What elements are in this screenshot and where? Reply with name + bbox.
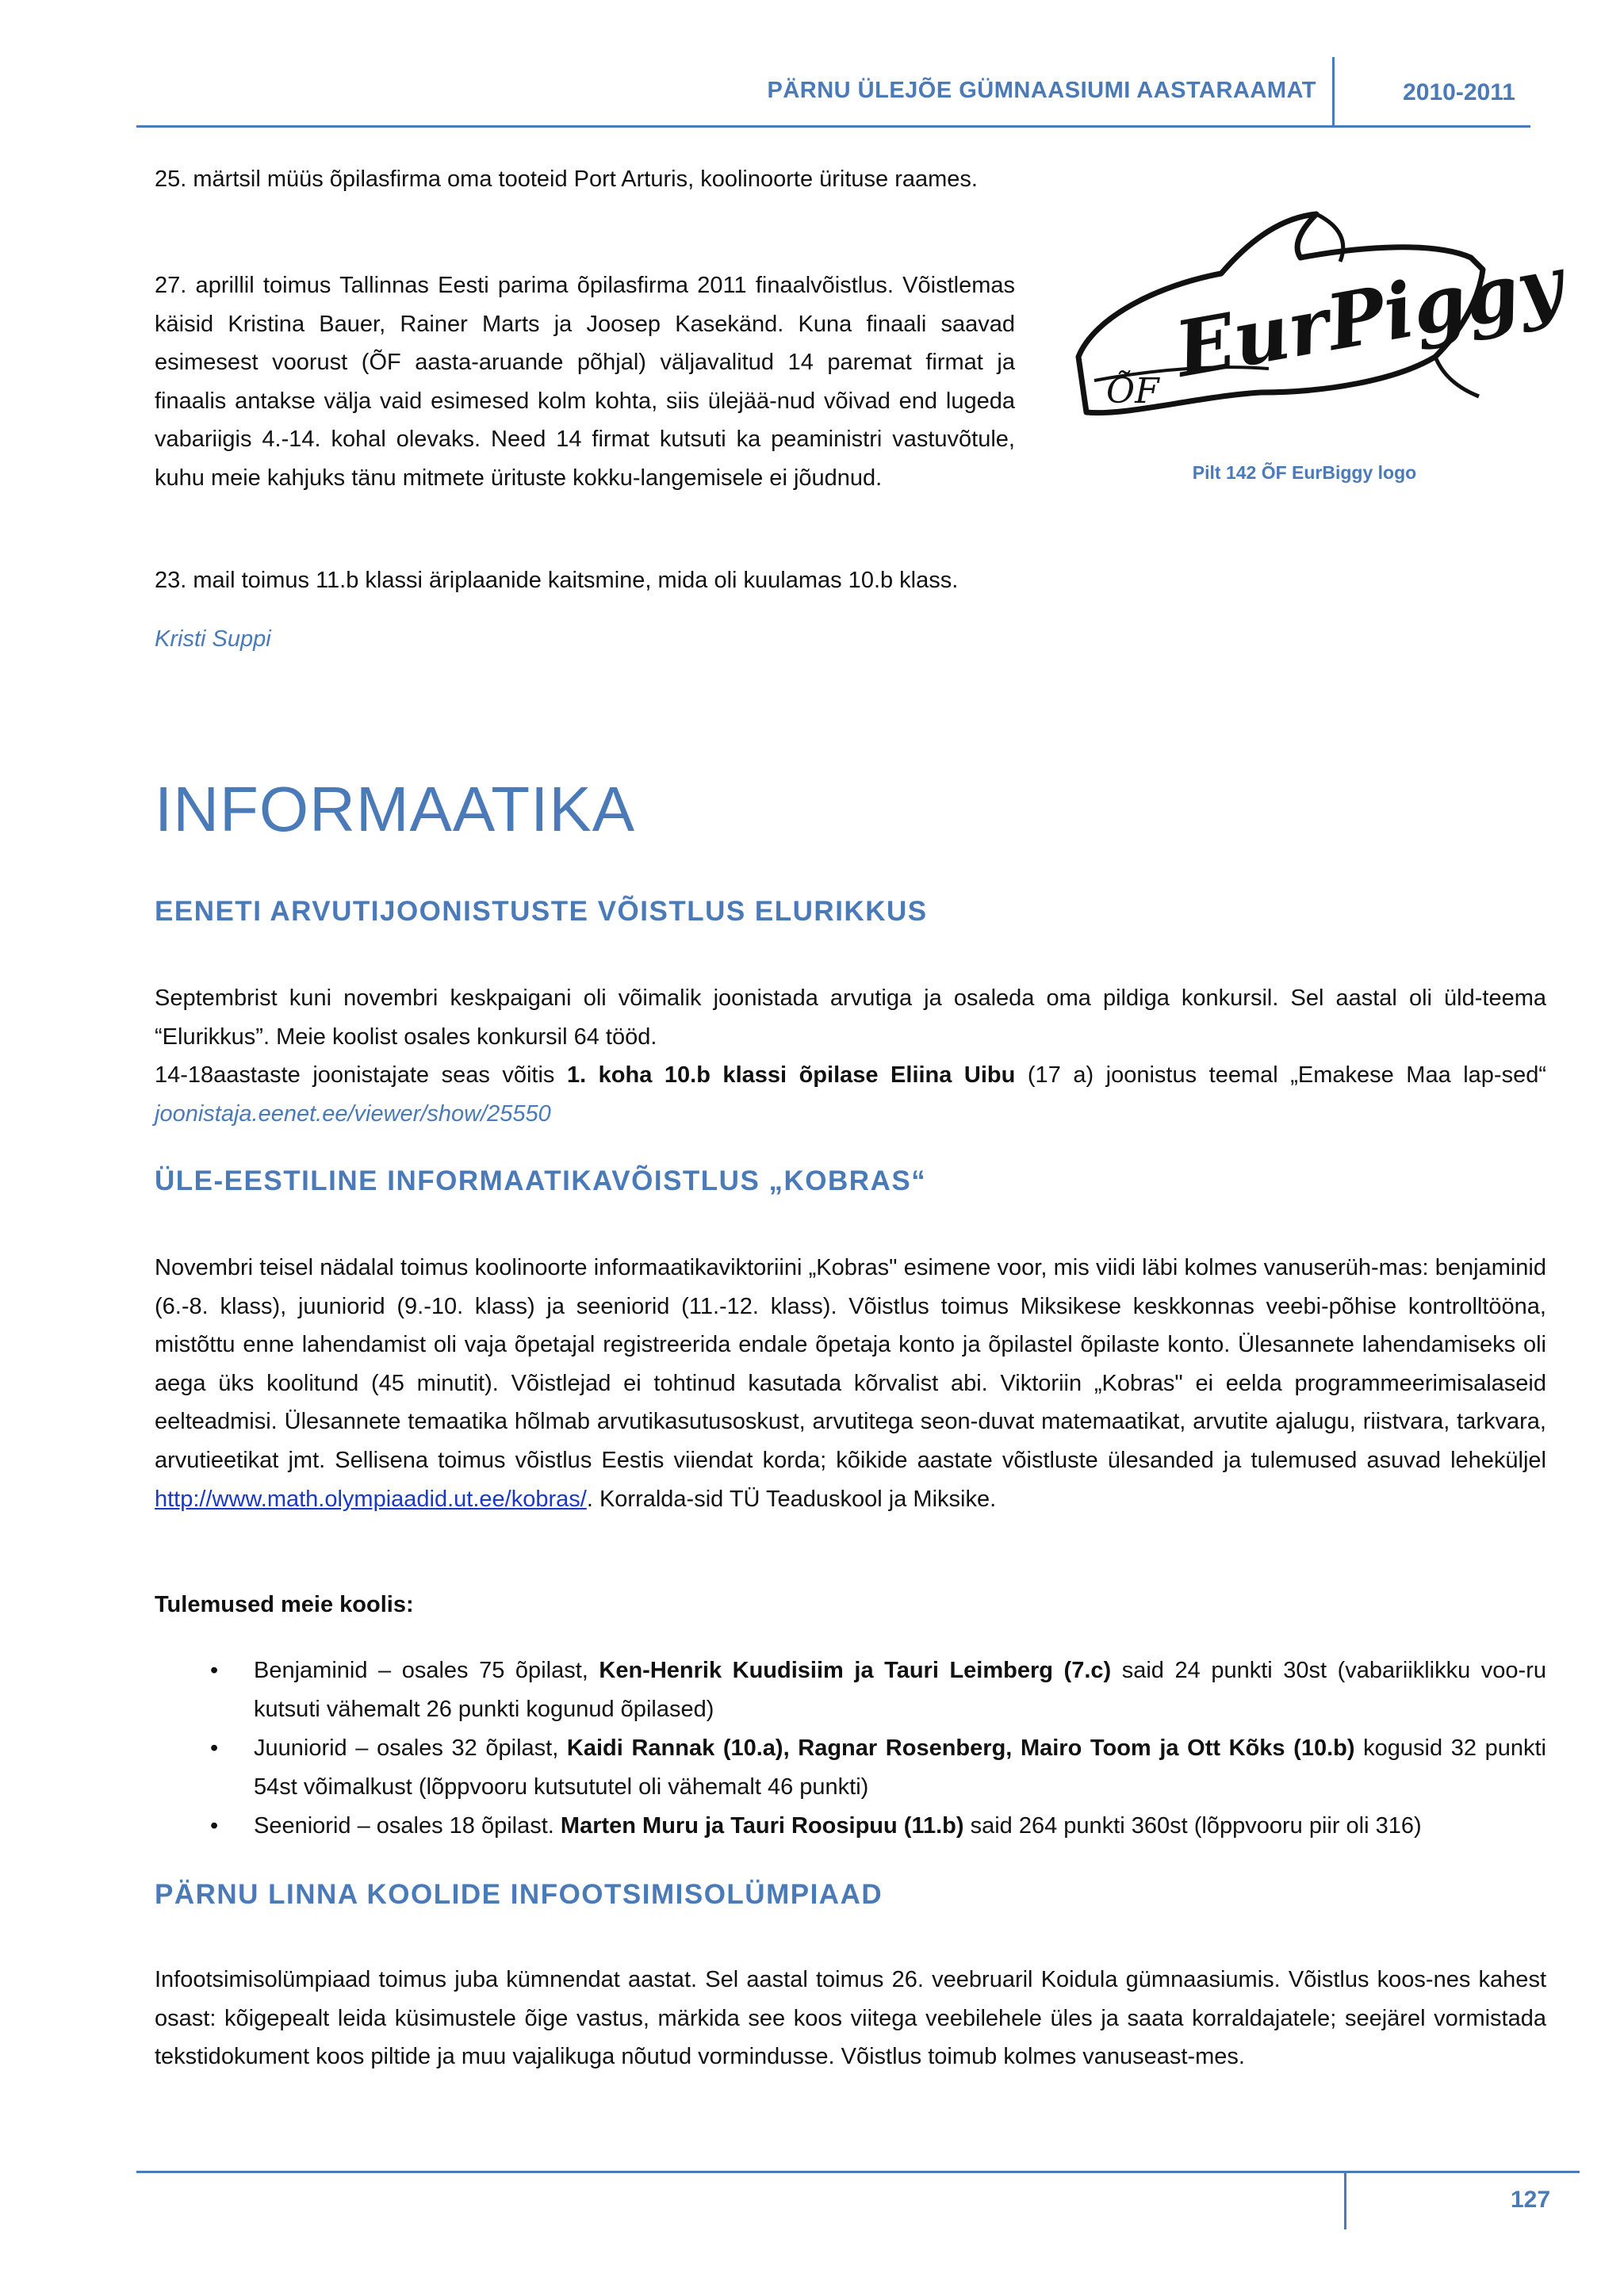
running-header-title: PÄRNU ÜLEJÕE GÜMNAASIUMI AASTARAAMAT	[767, 78, 1316, 103]
bullet-icon: •	[210, 1813, 219, 1839]
eeneti-text-a: 14-18aastaste joonistajate seas võitis	[155, 1062, 567, 1088]
page-number: 127	[1510, 2187, 1551, 2213]
header-divider	[1332, 57, 1335, 127]
kobras-text-b: . Korralda-sid TÜ Teaduskool ja Miksike.	[586, 1486, 997, 1512]
eeneti-paragraph-2	[155, 1056, 1546, 1133]
section-title: INFORMAATIKA	[155, 774, 636, 844]
footer-rule	[136, 2171, 1580, 2173]
intro-paragraph-3: 23. mail toimus 11.b klassi äriplaanide kaitsmine, mida oli kuulamas 10.b klass.	[155, 568, 959, 593]
author-name: Kristi Suppi	[155, 626, 271, 652]
subsection-heading-eeneti: EENETI ARVUTIJOONISTUSTE VÕISTLUS ELURIKKUS	[155, 896, 928, 927]
logo-text-name: EurPiggy	[1169, 238, 1569, 395]
kobras-paragraph	[155, 1249, 1546, 1518]
bullet-icon: •	[210, 1735, 219, 1761]
header-rule	[136, 125, 1530, 128]
eeneti-link[interactable]: joonistaja.eenet.ee/viewer/show/25550	[155, 1100, 551, 1127]
kobras-text-a: Novembri teisel nädalal toimus koolinoorte informaatikaviktoriini „Kobras" esimene voor, mis viidi läbi kolmes vanuserüh-mas: benjaminid (6.-8. klass), juuniorid (9.-10. klass) ja seeniorid (11.-12. klass). Võistlus toimus Miksikese keskkonnas veebi-põhise kontrolltööna, mistõttu enne lahendamist oli vaja õpetajal registreerida endale õpetaja konto ja õpilastel õpilaste konto. Ülesannete lahendamiseks oli aega üks koolitund (45 minutit). Võistlejad ei tohtinud kasutada kõrvalist abi. Viktoriin „Kobras" ei eelda programmeerimisalaseid eelteadmisi. Ülesannete temaatika hõlmab arvutikasutusoskust, arvutitega seon-duvat matemaatikat, arvutite ajalugu, riistvara, tarkvara, arvutieetikat jmt. Sellisena toimus võistlus Eestis viiendat korda; kõikide aastate võistluste ülesanded ja tulemused asuvad leheküljel	[155, 1255, 1546, 1473]
footer-divider	[1344, 2171, 1346, 2229]
eeneti-paragraph-1: Septembrist kuni novembri keskpaigani oli võimalik joonistada arvutiga ja osaleda oma pildiga konkursil. Sel aastal oli üld-teema “Elurikkus”. Meie koolist osales konkursil 64 tööd.	[155, 985, 1546, 1050]
infootsimis-paragraph: Infootsimisolümpiaad toimus juba kümnendat aastat. Sel aastal toimus 26. veebruaril Koidula gümnaasiumis. Võistlus koos-nes kahest osast: kõigepealt leida küsimustele õige vastus, märkida see koos viitega veebilehele üles ja saata korraldajatele; seejärel vormistada tekstidokument koos piltide ja muu vajalikuga nõutud vormindusse. Võistlus toimub kolmes vanuseast-mes.	[155, 1967, 1546, 2070]
document-page: PÄRNU ÜLEJÕE GÜMNAASIUMI AASTARAAMAT 2010-2011 25. märtsil müüs õpilasfirma oma tooteid Port Arturis, koolinoorte ürituse raames. 27. aprillil toimus Tallinnas Eesti parima õpilasfirma 2011 finaalvõistlus. Võistlemas käisid Kristina Bauer, Rainer Marts ja Joosep Kasekänd. Kuna finaali saavad esimesest voorust (ÕF aasta-aruande põhjal) väljavalitud 14 paremat firmat ja finaalis antakse välja vaid esimesed kolm kohta, siis ülejää-nud võivad end lugeda vabariigis 4.-14. kohal olevaks. Need 14 firmat kutsuti ka peaministri vastuvõtule, kuhu meie kahjuks tänu mitmete ürituste kokku-langemisele ei jõudnud. 23. mail toimus 11.b klassi äriplaanide kaitsmine, mida oli kuulamas 10.b klass. Kristi Suppi ÕF EurPiggy Pilt 142 ÕF EurBiggy logo INFORMAATIKA EENETI ARVUTIJOONISTUSTE VÕISTLUS ELURIKKUS Septembrist kuni novembri keskpaigani oli võimalik joonistada arvutiga ja osaleda oma pildiga konkursil. Sel aastal oli üld-teema “Elurikkus”. Meie koolist osales konkursil 64 tööd. 14-18aastaste joonistajate seas võitis 1. koha 10.b klassi õpilase Eliina Uibu (17 a) joonistus teemal „Emakese Maa lap-sed“ joonistaja.eenet.ee/viewer/show/25550 ÜLE-EESTILINE INFORMAATIKAVÕISTLUS „KOBRAS“ Novembri teisel nädalal toimus koolinoorte informaatikaviktoriini „Kobras" esimene voor, mis viidi läbi kolmes vanuserüh-mas: benjaminid (6.-8. klass), juuniorid (9.-10. klass) ja seeniorid (11.-12. klass). Võistlus toimus Miksikese keskkonnas veebi-põhise kontrolltööna, mistõttu enne lahendamist oli vaja õpetajal registreerida endale õpetaja konto ja õpilastel õpilaste konto. Ülesannete lahendamiseks oli aega üks koolitund (45 minutit). Võistlejad ei tohtinud kasutada kõrvalist abi. Viktoriin „Kobras" ei eelda programmeerimisalaseid eelteadmisi. Ülesannete temaatika hõlmab arvutikasutusoskust, arvutitega seon-duvat matemaatikat, arvutite ajalugu, riistvara, tarkvara, arvutieetikat jmt. Sellisena toimus võistlus Eestis viiendat korda; kõikide aastate võistluste ülesanded ja tulemused asuvad leheküljel http://www.math.olympiaadid.ut.ee/kobras/. Korralda-sid TÜ Teaduskool ja Miksike. Tulemused meie koolis: • Benjaminid – osales 75 õpilast, Ken-Henrik Kuudisiim ja Tauri Leimberg (7.c) said 24 punkti 30st (vabariiklikku voo-ru kutsuti vähemalt 26 punkti kogunud õpilased) • Juuniorid – osales 32 õpilast, Kaidi Rannak (10.a), Ragnar Rosenberg, Mairo Toom ja Ott Kõks (10.b) kogusid 32 punkti 54st võimalkust (lõppvooru kutsututel oli vähemalt 46 punkti) • Seeniorid – osales 18 õpilast. Marten Muru ja Tauri Roosipuu (11.b) said 264 punkti 360st (lõppvooru piir oli 316) PÄRNU LINNA KOOLIDE INFOOTSIMISOLÜMPIAAD Infootsimisolümpiaad toimus juba kümnendat aastat. Sel aastal toimus 26. veebruaril Koidula gümnaasiumis. Võistlus koos-nes kahest osast: kõigepealt leida küsimustele õige vastus, märkida see koos viitega veebilehele üles ja saata korraldajatele; seejärel vormistada tekstidokument koos piltide ja muu vajalikuga nõutud vormindusse. Võistlus toimub kolmes vanuseast-mes. 127	[0, 0, 1624, 2296]
results-title: Tulemused meie koolis:	[155, 1592, 414, 1617]
kobras-link[interactable]: http://www.math.olympiaadid.ut.ee/kobras/	[155, 1486, 587, 1512]
bullet-icon: •	[210, 1658, 219, 1683]
running-header-year: 2010-2011	[1403, 79, 1515, 105]
eeneti-winner: 1. koha 10.b klassi õpilase Eliina Uibu	[566, 1062, 1016, 1088]
figure-caption: Pilt 142 ÕF EurBiggy logo	[1192, 462, 1417, 483]
eurbiggy-logo-icon	[1063, 198, 1569, 436]
logo-text-of: ÕF	[1106, 371, 1159, 411]
intro-paragraph-1: 25. märtsil müüs õpilasfirma oma tooteid Port Arturis, koolinoorte ürituse raames.	[155, 166, 978, 192]
subsection-heading-kobras: ÜLE-EESTILINE INFORMAATIKAVÕISTLUS „KOBRAS“	[155, 1165, 927, 1196]
intro-paragraph-2: 27. aprillil toimus Tallinnas Eesti parima õpilasfirma 2011 finaalvõistlus. Võistlemas käisid Kristina Bauer, Rainer Marts ja Joosep Kasekänd. Kuna finaali saavad esimesest voorust (ÕF aasta-aruande põhjal) väljavalitud 14 paremat firmat ja finaalis antakse välja vaid esimesed kolm kohta, siis ülejää-nud võivad end lugeda vabariigis 4.-14. kohal olevaks. Need 14 firmat kutsuti ka peaministri vastuvõtule, kuhu meie kahjuks tänu mitmete ürituste kokku-langemisele ei jõudnud.	[155, 273, 1015, 491]
subsection-heading-infootsimis: PÄRNU LINNA KOOLIDE INFOOTSIMISOLÜMPIAAD	[155, 1879, 883, 1910]
eeneti-text-c: (17 a) joonistus teemal „Emakese Maa lap-sed“	[1015, 1062, 1546, 1088]
